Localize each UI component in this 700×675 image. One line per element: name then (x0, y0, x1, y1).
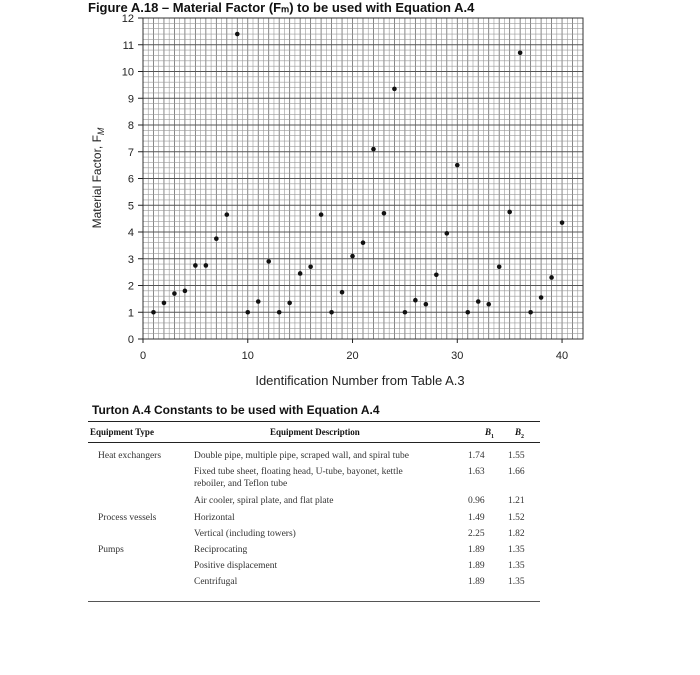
data-point-7 (214, 236, 219, 241)
cell-equipment-type: Process vessels (98, 513, 157, 523)
cell-equipment-description: Air cooler, spiral plate, and flat plate (194, 496, 334, 506)
data-point-15 (298, 271, 303, 276)
data-point-37 (528, 310, 533, 315)
data-point-26 (413, 298, 418, 303)
cell-b2: 1.55 (508, 451, 525, 461)
data-point-8 (225, 212, 230, 217)
cell-equipment-description: Fixed tube sheet, floating head, U-tube, bayonet, kettle (194, 467, 403, 477)
y-tick-label: 5 (127, 200, 134, 213)
header-equipment-description: Equipment Description (270, 427, 360, 437)
y-tick-label: 1 (127, 307, 134, 320)
data-point-28 (434, 273, 439, 278)
x-tick-label: 20 (346, 350, 359, 362)
data-point-24 (392, 87, 397, 92)
y-tick-label: 3 (127, 253, 134, 266)
cell-b2: 1.35 (508, 577, 525, 587)
x-tick-label: 30 (451, 350, 464, 362)
cell-b2: 1.21 (508, 496, 525, 506)
cell-b2: 1.52 (508, 513, 525, 523)
cell-equipment-description: reboiler, and Teflon tube (194, 479, 288, 489)
figure-title: Figure A.18 – Material Factor (Fₘ) to be used with Equation A.4 (88, 0, 475, 15)
data-point-39 (549, 275, 554, 280)
constants-table (88, 421, 540, 602)
cell-equipment-description: Centrifugal (194, 577, 238, 587)
cell-equipment-description: Double pipe, multiple pipe, scraped wall, and spiral tube (194, 451, 410, 461)
data-point-2 (162, 301, 167, 306)
data-point-11 (256, 299, 261, 304)
data-point-29 (445, 231, 450, 236)
data-point-4 (183, 289, 188, 294)
y-tick-label: 11 (122, 39, 134, 52)
table-title: Turton A.4 Constants to be used with Equation A.4 (92, 403, 380, 417)
cell-b1: 1.89 (468, 577, 485, 587)
table-body (88, 443, 540, 602)
y-tick-label: 12 (121, 13, 134, 25)
y-tick-label: 6 (127, 173, 134, 186)
data-point-36 (518, 50, 523, 55)
x-tick-label: 0 (139, 350, 147, 362)
data-point-18 (329, 310, 334, 315)
data-point-16 (308, 264, 313, 269)
x-tick-label: 10 (241, 350, 254, 362)
data-point-6 (204, 263, 209, 268)
data-point-25 (403, 310, 408, 315)
cell-equipment-description: Horizontal (194, 513, 235, 523)
data-point-19 (340, 290, 345, 295)
data-point-23 (382, 211, 387, 216)
y-tick-label: 4 (127, 227, 134, 239)
data-point-31 (465, 310, 470, 315)
y-axis-label: Material Factor, $F_M$ (90, 127, 106, 229)
cell-b2: 1.66 (508, 467, 525, 477)
data-point-40 (560, 220, 565, 225)
data-point-17 (319, 212, 324, 217)
cell-b1: 1.89 (468, 545, 485, 555)
data-point-27 (424, 302, 429, 307)
cell-b1: 1.74 (468, 451, 485, 461)
data-point-5 (193, 263, 198, 268)
data-point-14 (287, 301, 292, 306)
data-point-30 (455, 163, 460, 168)
data-point-12 (266, 259, 271, 264)
cell-b1: 0.96 (468, 496, 485, 506)
cell-equipment-description: Positive displacement (194, 561, 278, 571)
cell-b2: 1.35 (508, 561, 525, 571)
y-tick-label: 10 (121, 66, 134, 79)
cell-b2: 1.82 (508, 529, 525, 539)
header-b1: $B_1$ (485, 427, 495, 440)
cell-equipment-type: Pumps (98, 545, 124, 555)
table-header (88, 421, 540, 443)
data-point-38 (539, 295, 544, 300)
y-tick-label: 0 (127, 334, 134, 346)
data-point-35 (507, 210, 512, 215)
y-tick-label: 2 (127, 280, 134, 293)
data-point-34 (497, 264, 502, 269)
y-tick-label: 9 (127, 93, 134, 106)
header-b2: $B_2$ (515, 427, 525, 440)
data-point-13 (277, 310, 282, 315)
data-point-9 (235, 32, 240, 37)
data-point-10 (245, 310, 250, 315)
data-point-3 (172, 291, 177, 296)
data-point-1 (151, 310, 156, 315)
cell-b2: 1.35 (508, 545, 525, 555)
cell-equipment-description: Reciprocating (194, 545, 248, 555)
cell-b1: 1.89 (468, 561, 485, 571)
data-point-20 (350, 254, 355, 259)
y-tick-label: 7 (127, 146, 134, 159)
y-tick-label: 8 (127, 120, 134, 132)
x-axis-label: Identification Number from Table A.3 (255, 373, 465, 388)
data-point-33 (486, 302, 491, 307)
data-point-32 (476, 299, 481, 304)
data-point-22 (371, 147, 376, 152)
cell-b1: 1.49 (468, 513, 485, 523)
cell-b1: 1.63 (468, 467, 485, 477)
cell-b1: 2.25 (468, 529, 485, 539)
data-point-21 (361, 240, 366, 245)
cell-equipment-type: Heat exchangers (98, 451, 162, 461)
cell-equipment-description: Vertical (including towers) (194, 529, 296, 539)
header-equipment-type: Equipment Type (90, 427, 154, 437)
x-tick-label: 40 (555, 350, 569, 362)
